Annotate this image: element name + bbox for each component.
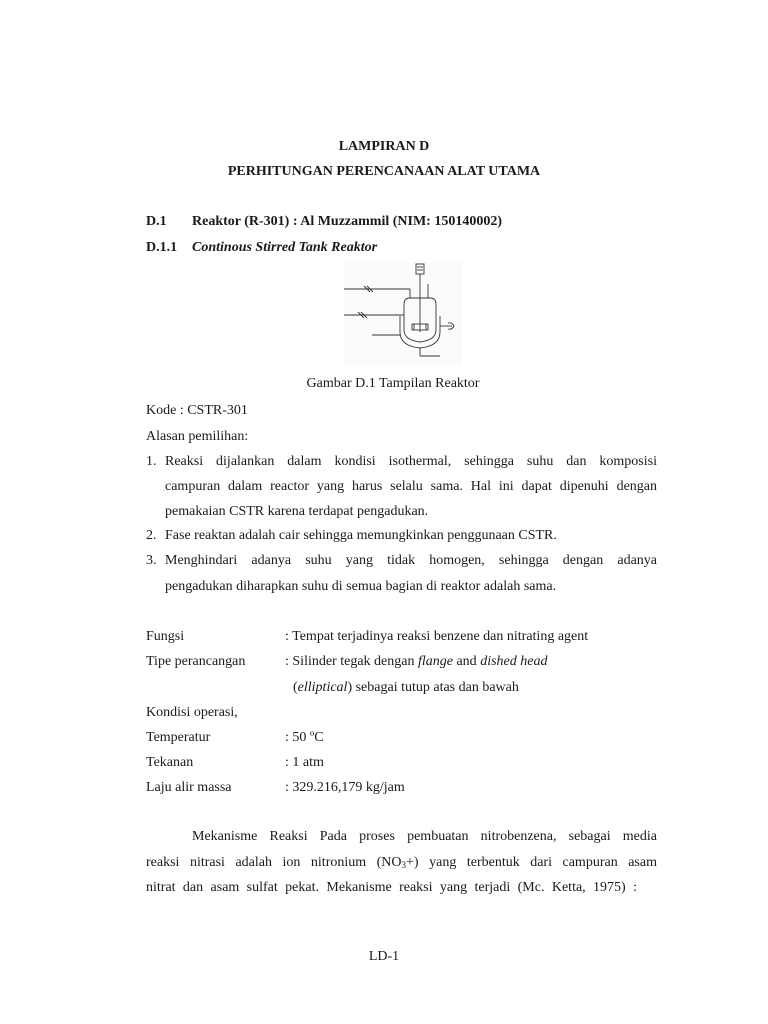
reason-text-line: pengadukan diharapkan suhu di semua bagian di reaktor adalah sama. [165, 579, 557, 594]
page-subtitle: PERHITUNGAN PERENCANAAN ALAT UTAMA [227, 164, 541, 179]
spec-value-fungsi: : Tempat terjadinya reaksi benzene dan nitrating agent [285, 629, 589, 644]
section-number: D.1 [146, 214, 167, 229]
spec-value-tipe-cont: (elliptical) sebagai tutup atas dan bawah [293, 680, 519, 695]
reason-text-line: campuran dalam reactor yang harus selalu sama. Hal ini dapat dipenuhi dengan [165, 479, 657, 494]
spec-label-fungsi: Fungsi [146, 629, 185, 644]
subsection-title: Continous Stirred Tank Reaktor [192, 240, 378, 255]
paragraph-line: nitrat dan asam sulfat pekat. Mekanisme reaksi yang terjadi (Mc. Ketta, 1975) : [146, 880, 637, 895]
spec-label-tekanan: Tekanan [146, 755, 194, 770]
reason-number: 3. [146, 553, 157, 568]
page-title: LAMPIRAN D [338, 139, 430, 154]
reactor-diagram [344, 262, 462, 366]
reason-text-line: Menghindari adanya suhu yang tidak homogen, sehingga dengan adanya [165, 553, 657, 568]
kode-line: Kode : CSTR-301 [146, 403, 248, 418]
page-number: LD-1 [368, 949, 400, 964]
paragraph-line: Mekanisme Reaksi Pada proses pembuatan nitrobenzena, sebagai media [192, 829, 657, 844]
motor-box [416, 264, 424, 274]
reason-number: 2. [146, 528, 157, 543]
figure-caption: Gambar D.1 Tampilan Reaktor [306, 376, 480, 391]
reactor-figure [344, 262, 462, 366]
reason-number: 1. [146, 454, 157, 469]
reason-text-line: pemakaian CSTR karena terdapat pengadukan. [165, 504, 429, 519]
reason-text-line: Fase reaktan adalah cair sehingga memungkinkan penggunaan CSTR. [165, 528, 557, 543]
alasan-label: Alasan pemilihan: [146, 429, 249, 444]
spec-label-temperatur: Temperatur [146, 730, 211, 745]
section-title: Reaktor (R-301) : Al Muzzammil (NIM: 150140002) [192, 214, 503, 229]
spec-value-temperatur: : 50 ºC [285, 730, 324, 745]
subsection-number: D.1.1 [146, 240, 178, 255]
spec-label-laju: Laju alir massa [146, 780, 232, 795]
spec-value-tekanan: : 1 atm [285, 755, 324, 770]
spec-value-laju: : 329.216,179 kg/jam [285, 780, 405, 795]
reason-text-line: Reaksi dijalankan dalam kondisi isothermal, sehingga suhu dan komposisi [165, 454, 657, 469]
kondisi-label: Kondisi operasi, [146, 705, 238, 720]
spec-value-tipe: : Silinder tegak dengan flange and dished head [285, 654, 548, 669]
paragraph-line: reaksi nitrasi adalah ion nitronium $(NO_3+)$ yang terbentuk dari campuran asam [146, 855, 657, 870]
spec-label-tipe: Tipe perancangan [146, 654, 246, 669]
